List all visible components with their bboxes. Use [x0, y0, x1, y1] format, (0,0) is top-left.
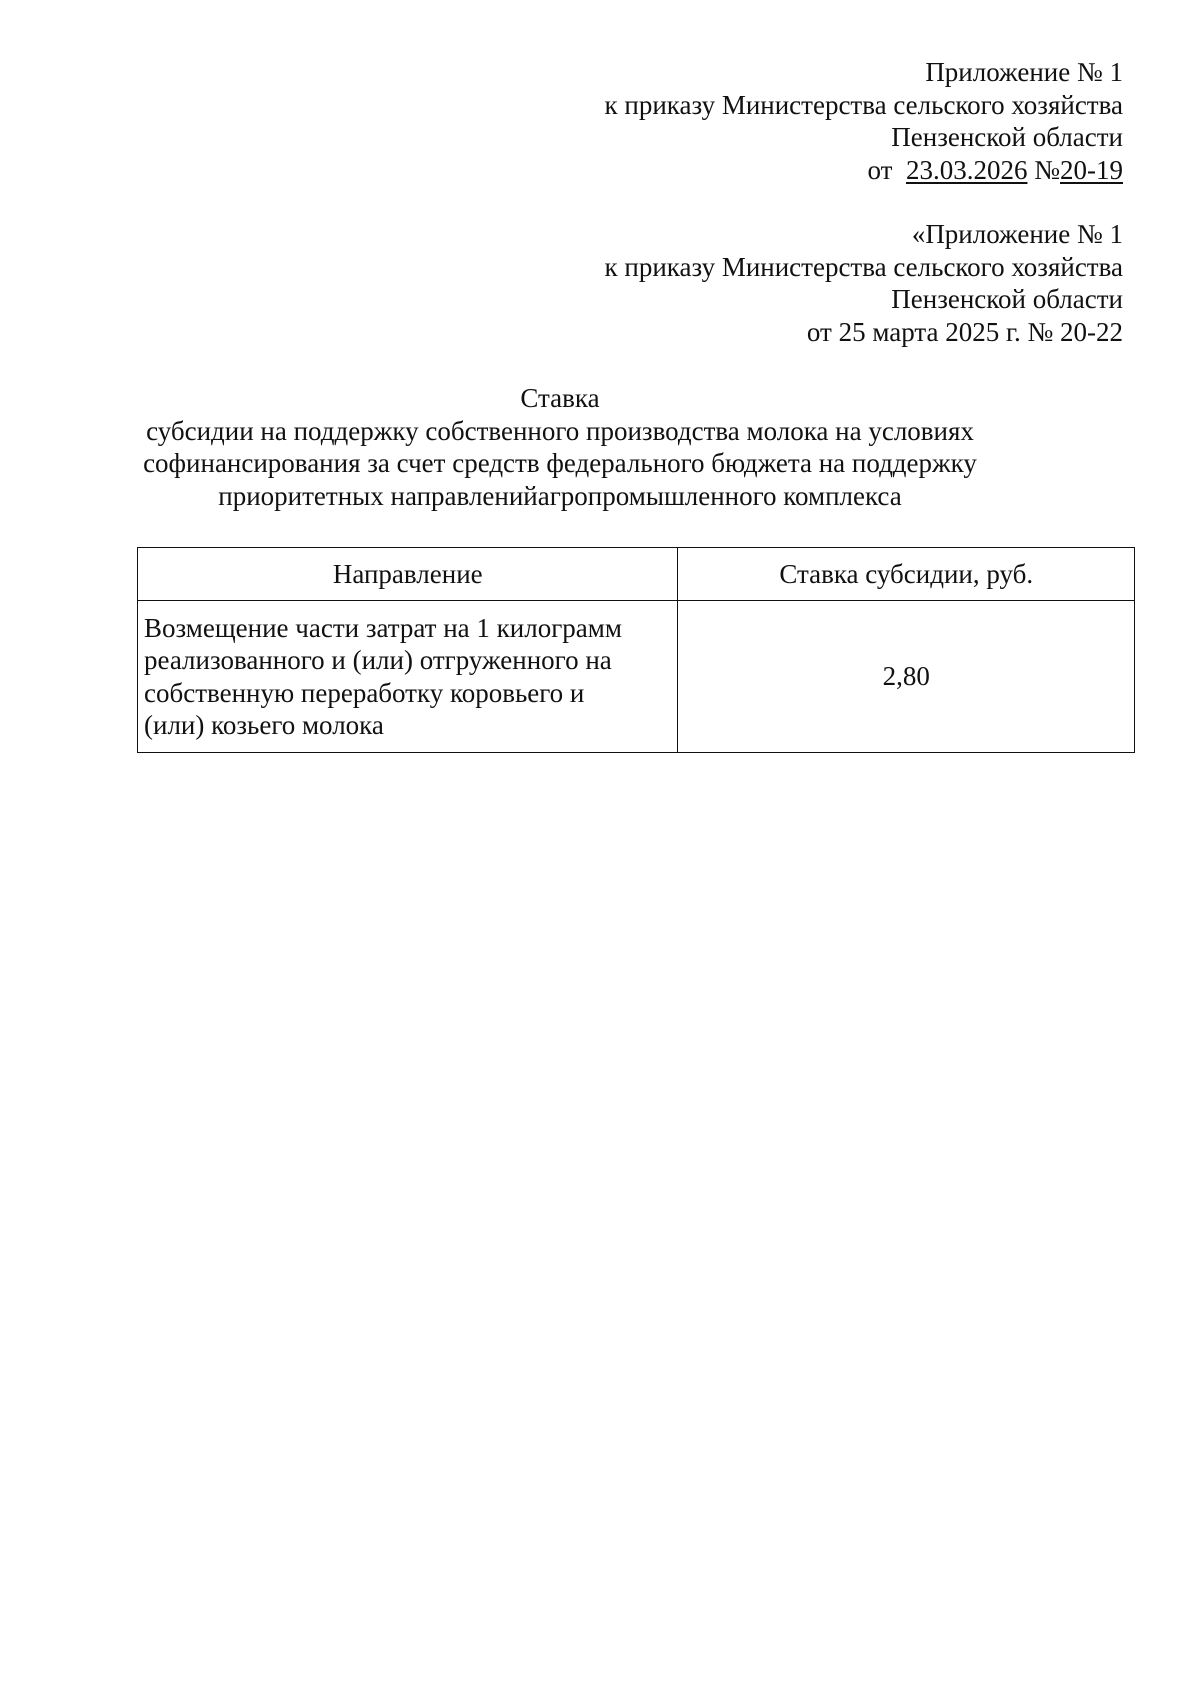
direction-text-line: реализованного и (или) отгруженного на [144, 645, 612, 675]
title-line: субсидии на поддержку собственного производства молока на условиях [146, 415, 974, 446]
date-prefix: от [867, 154, 906, 185]
direction-text-line: (или) козьего молока [144, 710, 384, 740]
subsidy-rate-table [137, 547, 1135, 753]
attachment-header-current [423, 56, 1123, 186]
direction-cell [138, 601, 678, 753]
order-date-line [423, 154, 1123, 187]
column-header-direction: Направление [138, 548, 678, 601]
direction-text-line: собственную переработку коровьего и [144, 677, 585, 708]
table-row [138, 601, 1135, 753]
document-title [130, 382, 990, 512]
order-reference: к приказу Министерства сельского хозяйства [604, 251, 1123, 282]
attachment-number: «Приложение № 1 [911, 219, 1123, 249]
attachment-header-original [423, 218, 1123, 348]
order-date: 23.03.2026 [905, 154, 1028, 185]
title-heading: Ставка [520, 383, 600, 413]
column-header-rate: Ставка субсидии, руб. [678, 548, 1135, 601]
region-name: Пензенской области [891, 284, 1123, 314]
table-header-row [138, 548, 1135, 601]
order-date-line: от 25 марта 2025 г. № 20-22 [806, 316, 1123, 347]
order-number: 20-19 [1060, 154, 1123, 185]
order-reference: к приказу Министерства сельского хозяйства [604, 89, 1123, 120]
number-prefix: № [1027, 154, 1060, 185]
title-line: приоритетных направленийагропромышленного комплекса [218, 480, 902, 511]
attachment-number: Приложение № 1 [925, 57, 1123, 87]
region-name: Пензенской области [891, 122, 1123, 152]
rate-value-cell: 2,80 [678, 601, 1135, 753]
direction-text-line: Возмещение части затрат на 1 килограмм [144, 612, 622, 643]
title-line: софинансирования за счет средств федерального бюджета на поддержку [143, 448, 977, 478]
